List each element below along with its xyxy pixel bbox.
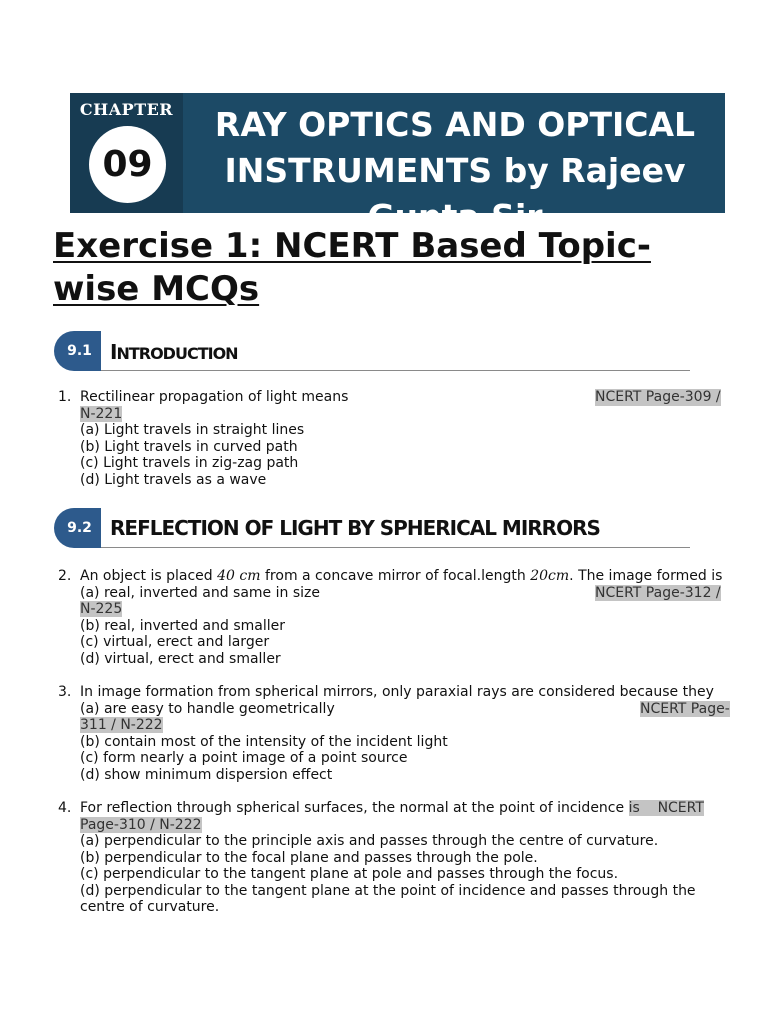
section-number-badge: 9.1 [54,331,101,371]
option-line [80,701,736,718]
option-d: (d) Light travels as a wave [80,471,267,488]
question-body [80,389,736,488]
question-text-part: from a concave mirror of focal.length [260,568,531,584]
section-number-badge: 9.2 [54,508,101,548]
ncert-reference-cont: N-225 [80,601,123,617]
question-text: Rectilinear propagation of light means [80,389,349,405]
section-divider [101,547,690,548]
option-b: (b) Light travels in curved path [80,438,298,455]
question-text: In image formation from spherical mirrors, only paraxial rays are considered because they [80,684,714,700]
option-d: (d) virtual, erect and smaller [80,650,281,667]
section-heading-introduction [54,331,690,371]
option-a: (a) perpendicular to the principle axis and passes through the centre of curvature. [80,833,659,849]
option-d: (d) show minimum dispersion effect [80,766,333,783]
section-title [110,340,238,364]
section-heading-reflection [54,508,690,548]
chapter-banner [70,93,725,236]
question-body [80,568,736,667]
question-body [80,684,736,783]
option-a: (a) real, inverted and same in size [80,584,320,601]
exercise-title: Exercise 1: NCERT Based Topic-wise MCQs [53,226,651,309]
question-text-part: . The image formed is [569,568,723,584]
option-a: (a) Light travels in straight lines [80,422,305,438]
question-text-line [80,389,736,406]
ncert-reference-cont: 311 / N-222 [80,717,163,733]
option-b: (b) contain most of the intensity of the incident light [80,733,448,750]
option-b: (b) real, inverted and smaller [80,617,285,634]
section-title-rest: NTRODUCTION [116,344,238,363]
option-d: (d) perpendicular to the tangent plane at the point of incidence and passes through the centre of curvature. [80,882,696,915]
section-title-initial: I [110,340,117,364]
ncert-reference: NCERT Page- [640,700,730,717]
question-number: 1. [58,389,72,405]
option-c: (c) Light travels in zig-zag path [80,455,299,471]
question-number: 4. [58,800,72,816]
option-c: (c) perpendicular to the tangent plane at pole and passes through the focus. [80,866,619,882]
section-title: REFLECTION OF LIGHT BY SPHERICAL MIRRORS [110,516,600,540]
question-number: 3. [58,684,72,700]
chapter-number-circle [89,126,166,203]
option-b: (b) perpendicular to the focal plane and passes through the pole. [80,849,538,866]
ncert-reference-cont: N-221 [80,405,123,422]
option-c: (c) form nearly a point image of a point source [80,750,408,766]
question-number: 2. [58,568,72,584]
math-unit: cm [239,568,261,584]
option-c: (c) virtual, erect and larger [80,634,270,650]
math-value: 20 [530,568,549,584]
question-text-line [80,800,736,817]
ncert-reference: NCERT Page-309 / [595,389,721,405]
chapter-label: CHAPTER [79,100,174,119]
option-line [80,585,736,602]
chapter-badge [70,93,183,213]
question-text-part: An object is placed [80,568,218,584]
ncert-reference: NCERT Page-312 / [595,584,721,601]
chapter-title: RAY OPTICS AND OPTICAL INSTRUMENTS by Rajeev Gupta Sir [214,105,696,236]
math-unit: cm [548,568,570,584]
math-value: 40 [217,568,235,584]
ncert-reference-cont: Page-310 / N-222 [80,816,202,833]
chapter-number: 09 [102,144,153,185]
ncert-reference: is NCERT [628,800,704,816]
question-body [80,800,736,916]
section-divider [101,370,690,371]
question-text: For reflection through spherical surfaces, the normal at the point of incidence [80,800,629,816]
option-a: (a) are easy to handle geometrically [80,700,335,717]
question-text-line [80,568,736,585]
